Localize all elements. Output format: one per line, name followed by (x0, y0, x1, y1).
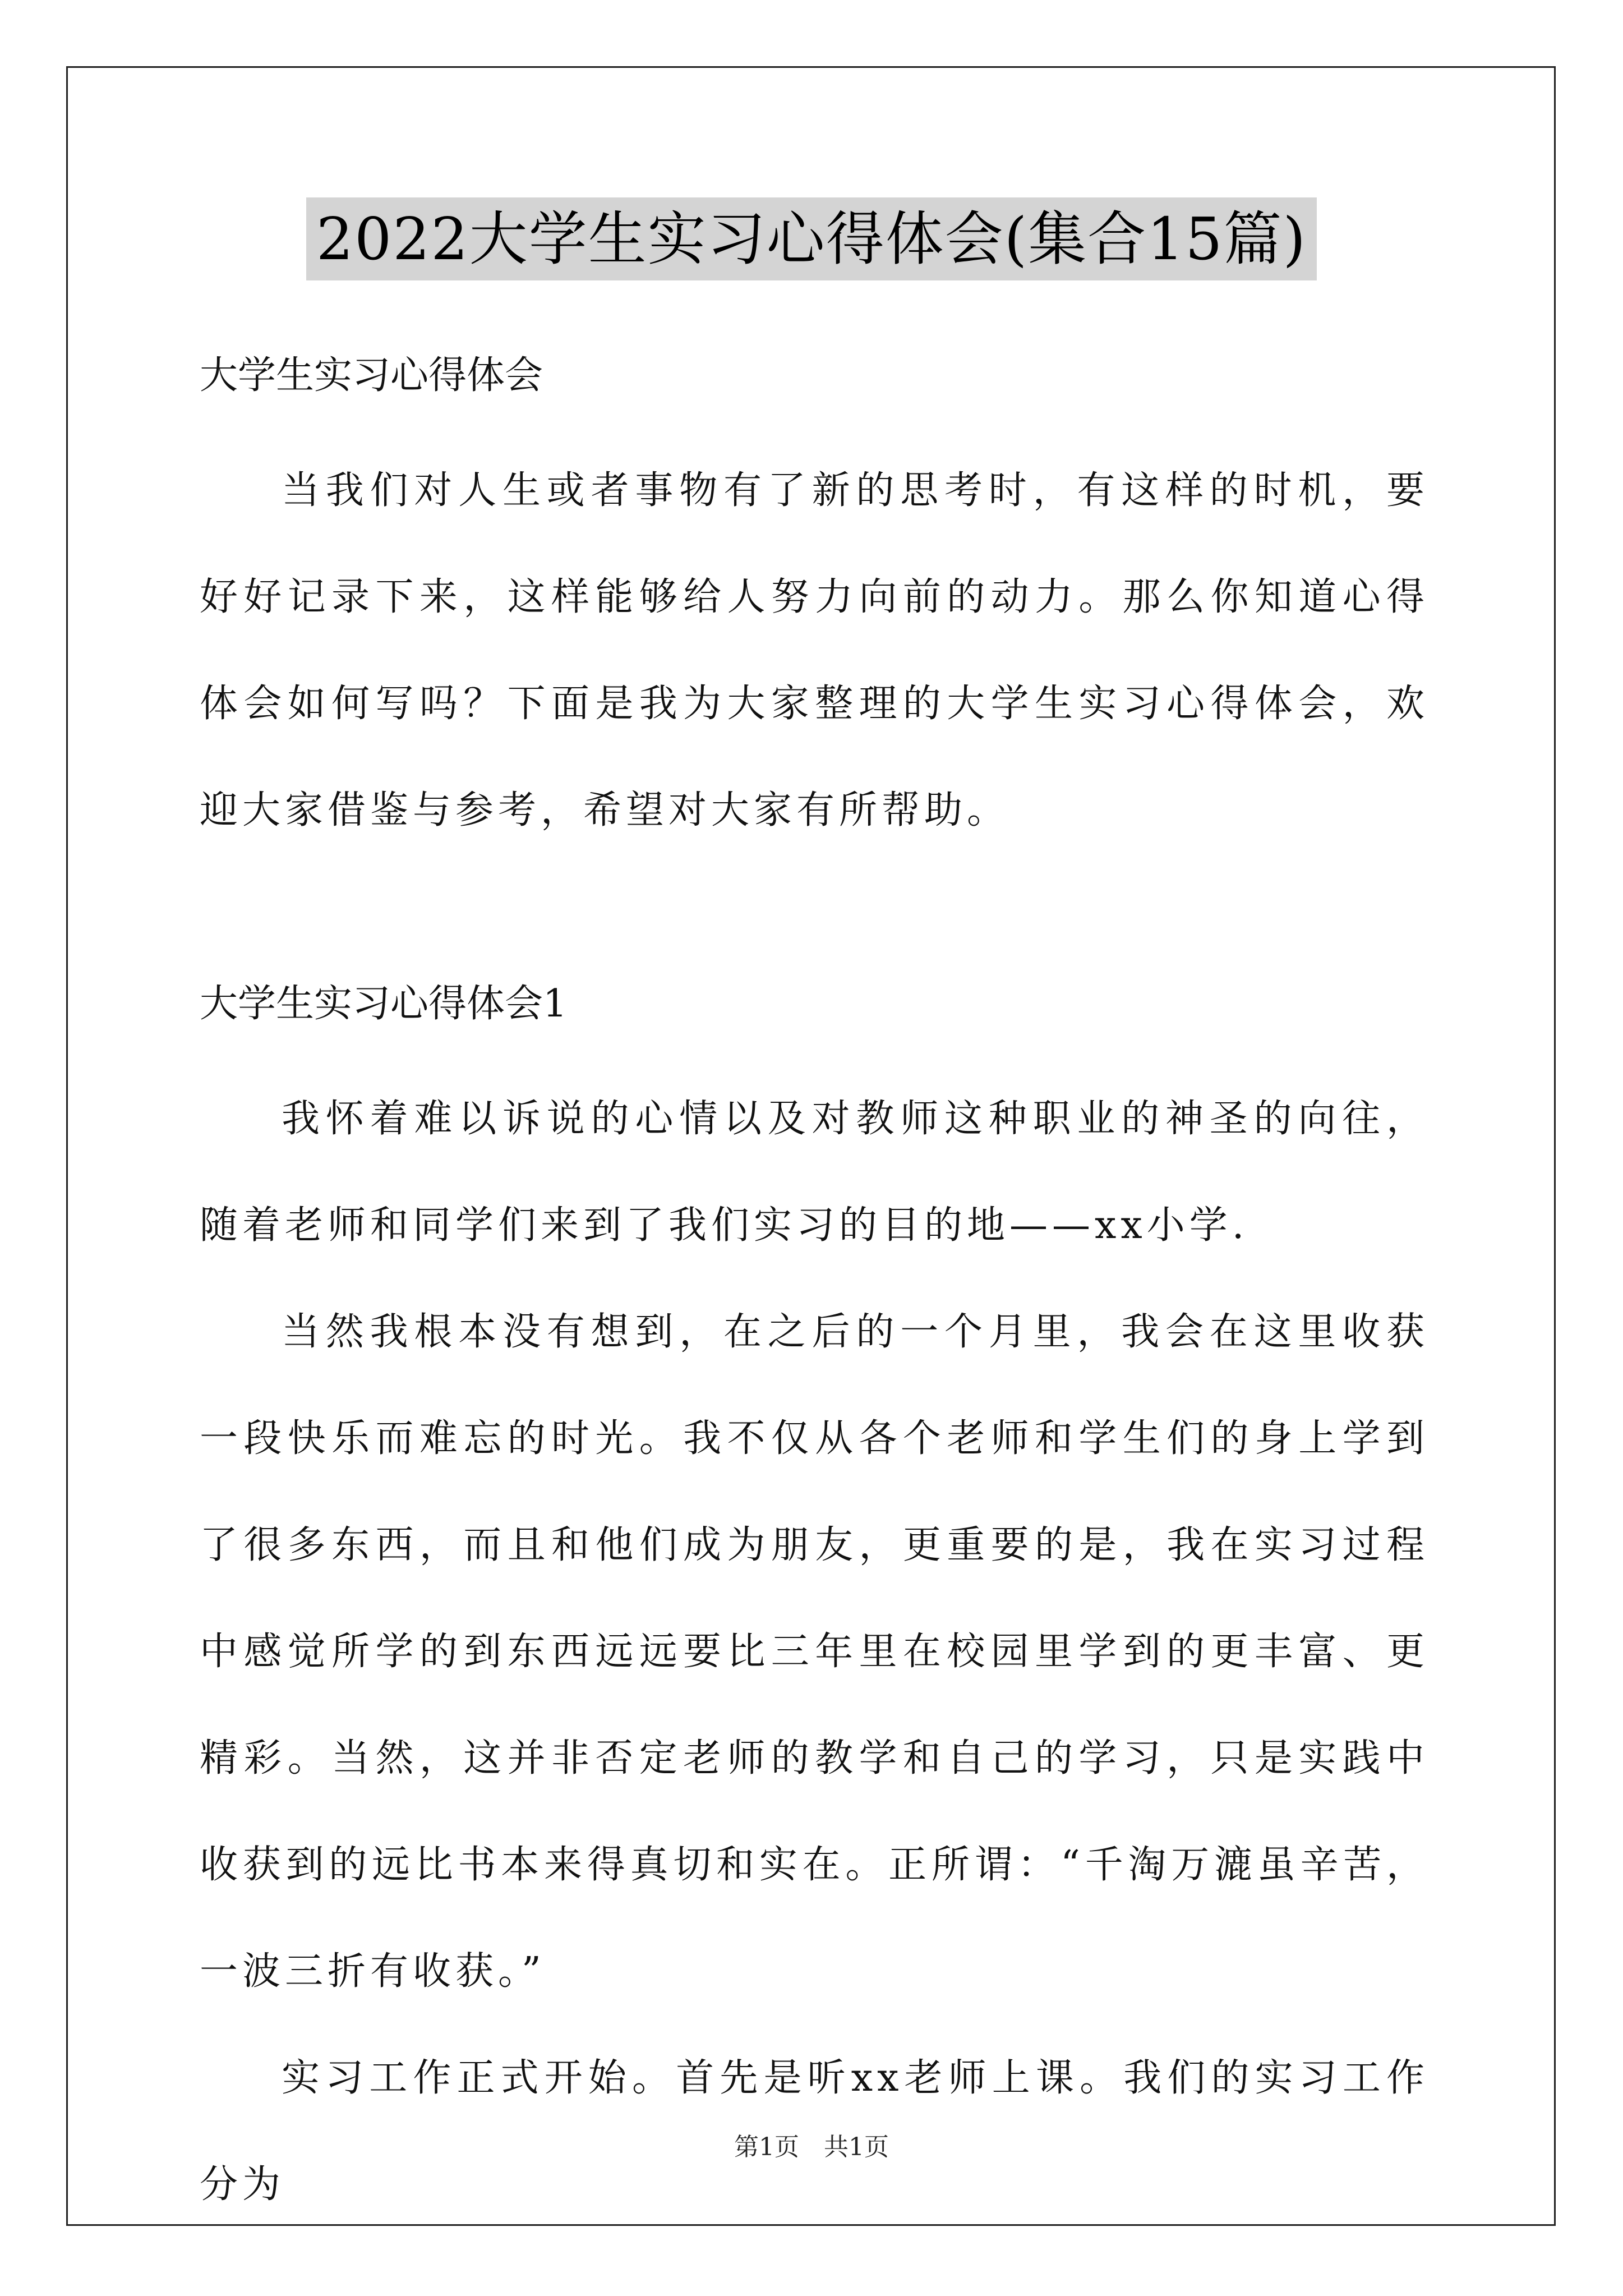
title-wrapper (0, 197, 1623, 280)
section-1-paragraph-1: 我怀着难以诉说的心情以及对教师这种职业的神圣的向往，随着老师和同学们来到了我们实习的目的地——xx小学. (200, 1097, 1429, 1248)
section-1-paragraph-2: 当然我根本没有想到，在之后的一个月里，我会在这里收获一段快乐而难忘的时光。我不仅从各个老师和学生们的身上学到了很多东西，而且和他们成为朋友，更重要的是，我在实习过程中感觉所学的到东西远远要比三年里在校园里学到的更丰富、更精彩。当然，这并非否定老师的教学和自己的学习，只是实践中收获到的远比书本来得真切和实在。正所谓：“千淘万漉虽辛苦，一波三折有收获。” (200, 1310, 1429, 1994)
section-1-heading: 大学生实习心得体会1 (200, 982, 568, 1026)
section-1-paragraph-3: 实习工作正式开始。首先是听xx老师上课。我们的实习工作分为 (200, 2056, 1429, 2207)
intro-paragraph: 当我们对人生或者事物有了新的思考时，有这样的时机，要好好记录下来，这样能够给人努力向前的动力。那么你知道心得体会如何写吗？下面是我为大家整理的大学生实习心得体会，欢迎大家借鉴与参考，希望对大家有所帮助。 (200, 468, 1429, 832)
page-footer: 第1页 共1页 (734, 2133, 889, 2161)
intro-heading: 大学生实习心得体会 (200, 353, 543, 398)
document-body (200, 348, 1429, 2238)
document-title: 2022大学生实习心得体会(集合15篇) (306, 197, 1317, 280)
